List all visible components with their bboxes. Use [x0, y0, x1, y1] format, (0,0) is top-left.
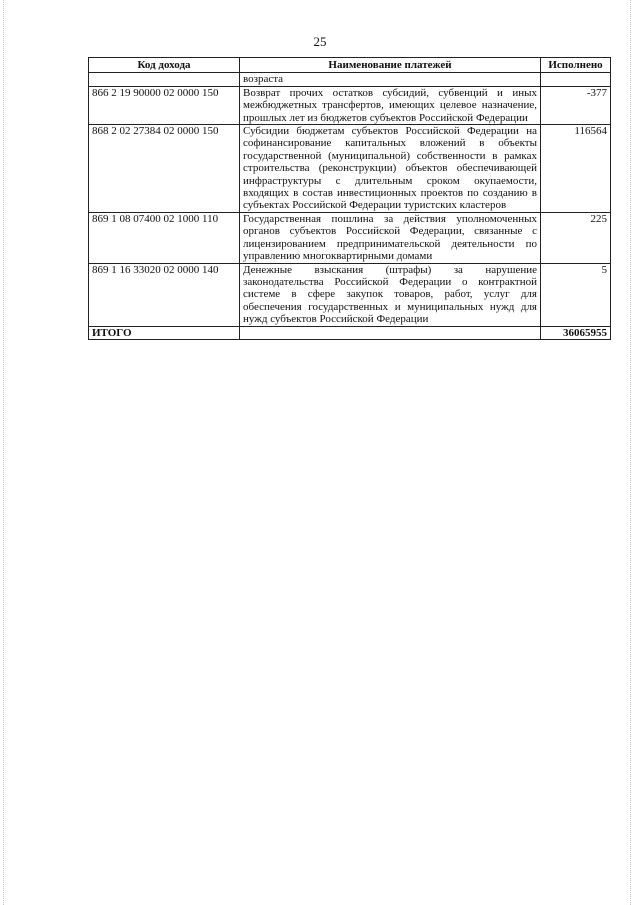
scan-edge-right [630, 0, 631, 905]
row-amount: 225 [541, 212, 611, 263]
header-code: Код дохода [89, 58, 240, 73]
table-row [89, 125, 611, 213]
row-code: 869 1 08 07400 02 1000 110 [89, 212, 240, 263]
row-code: 869 1 16 33020 02 0000 140 [89, 263, 240, 326]
row-name: Денежные взыскания (штрафы) за нарушение законодательства Российской Федерации о контрактной системе в сфере закупок товаров, работ, услуг для обеспечения государственных и муниципальных нужд для нужд субъектов Российской Федерации [240, 263, 541, 326]
total-name [240, 326, 541, 339]
total-label: ИТОГО [89, 326, 240, 339]
table-row [89, 86, 611, 124]
row-amount: 116564 [541, 125, 611, 213]
row-amount [541, 73, 611, 86]
row-code [89, 73, 240, 86]
table-header-row [89, 58, 611, 73]
table-row [89, 73, 611, 86]
row-name: Государственная пошлина за действия уполномоченных органов субъектов Российской Федерации, связанные с лицензированием предпринимательской деятельности по управлению многоквартирными домами [240, 212, 541, 263]
table-row [89, 212, 611, 263]
total-amount: 36065955 [541, 326, 611, 339]
row-name: возраста [240, 73, 541, 86]
row-code: 866 2 19 90000 02 0000 150 [89, 86, 240, 124]
row-name: Возврат прочих остатков субсидий, субвенций и иных межбюджетных трансфертов, имеющих целевое назначение, прошлых лет из бюджетов субъектов Российской Федерации [240, 86, 541, 124]
header-name: Наименование платежей [240, 58, 541, 73]
row-amount: 5 [541, 263, 611, 326]
row-name: Субсидии бюджетам субъектов Российской Федерации на софинансирование капитальных вложений в объекты государственной (муниципальной) собственности в рамках строительства (реконструкции) объектов обеспечивающей инфраструктуры с длительным сроком окупаемости, входящих в состав инвестиционных проектов по созданию в субъектах Российской Федерации туристских кластеров [240, 125, 541, 213]
total-row [89, 326, 611, 339]
revenue-table [88, 57, 611, 340]
row-code: 868 2 02 27384 02 0000 150 [89, 125, 240, 213]
scan-edge-left [3, 0, 4, 905]
header-done: Исполнено [541, 58, 611, 73]
page-number: 25 [313, 34, 327, 49]
table-row [89, 263, 611, 326]
row-amount: -377 [541, 86, 611, 124]
